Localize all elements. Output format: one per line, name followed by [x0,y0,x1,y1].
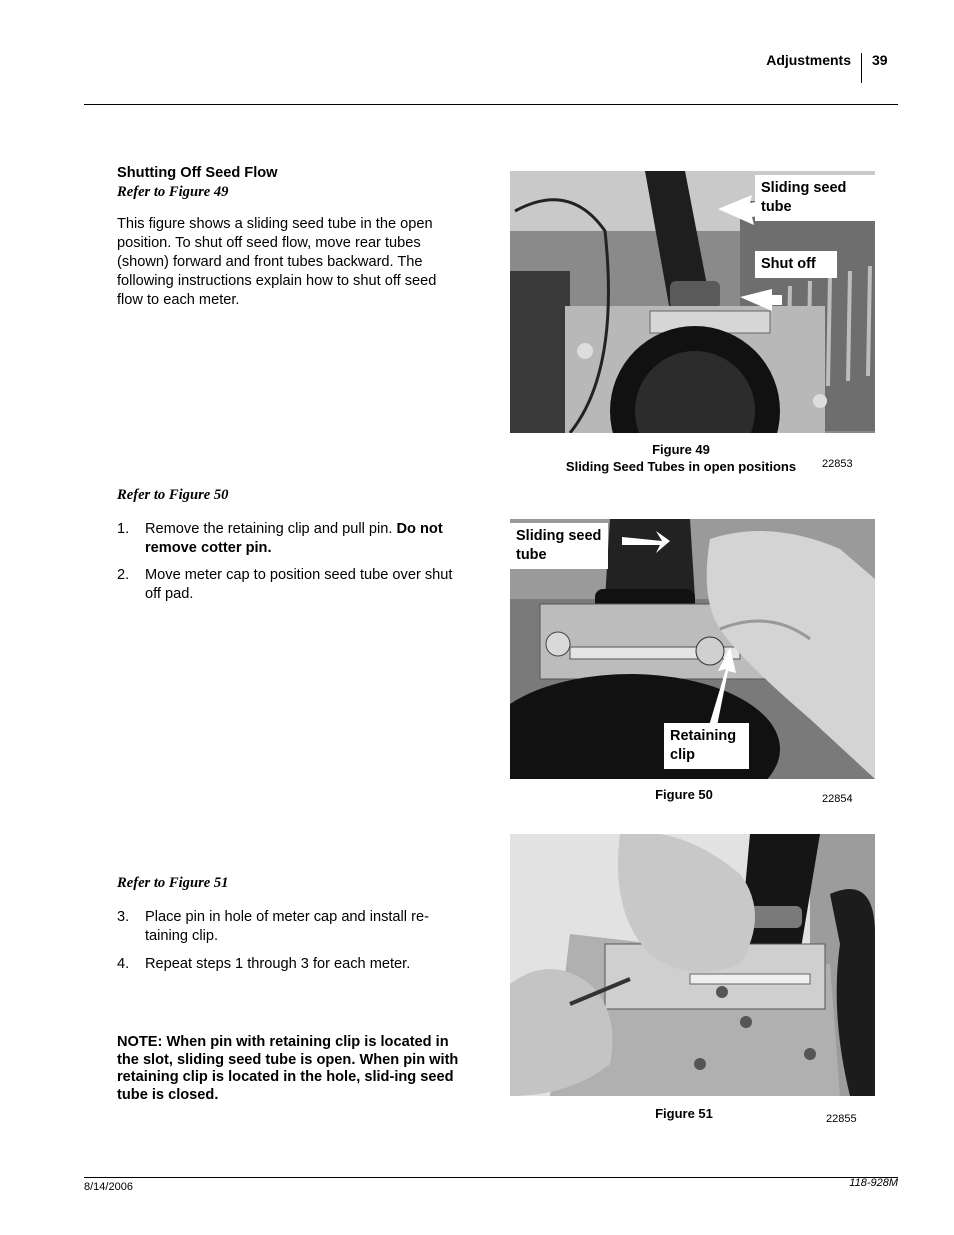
step-text: Move meter cap to position seed tube over shut off pad. [145,567,453,602]
figure-caption: Figure 51 [655,1106,713,1121]
figure-id: 22854 [822,793,853,805]
step-item [117,908,462,946]
figure-id: 22853 [822,458,853,470]
figure-subcaption: Sliding Seed Tubes in open positions [565,459,797,474]
figure-id: 22855 [826,1113,857,1125]
callout-label: Sliding seed tube [510,523,608,569]
shutoff-section [117,164,457,310]
footer-document-number: 118-928M [849,1177,898,1189]
step-item [117,566,462,604]
callout-label: Retaining clip [664,723,749,769]
section-heading: Shutting Off Seed Flow [117,165,278,181]
step-item [117,955,462,974]
step-number: 4. [117,956,130,972]
figure-reference: Refer to Figure 50 [117,487,229,503]
figure-51-photo [510,834,875,1096]
step-number: 2. [117,567,130,583]
page-number: 39 [872,52,888,68]
figure-50-photo [510,519,875,779]
step-text: Place pin in hole of meter cap and install re-taining clip. [145,909,429,944]
footer-rule [84,1177,898,1178]
callout-label: Sliding seed tube [755,175,875,221]
figure-caption: Figure 50 [655,787,713,802]
step-text: Remove the retaining clip and pull pin. [145,521,393,537]
figure-reference: Refer to Figure 49 [117,184,229,200]
footer-date: 8/14/2006 [84,1181,133,1193]
step-number: 3. [117,909,130,925]
header-separator [861,53,862,83]
section-title: Adjustments [766,52,851,68]
step-warning: Do not remove cotter pin. [145,521,443,556]
step-number: 1. [117,521,130,537]
figure-caption: Figure 49 [652,442,710,457]
intro-paragraph: This figure shows a sliding seed tube in the open position. To shut off seed flow, move rear tubes (shown) forward and front tubes backward. The following instructions explain how to shut off seed flow to each meter. [117,216,437,308]
callout-label: Shut off [755,251,837,278]
step-item [117,520,462,558]
figure-reference: Refer to Figure 51 [117,875,229,891]
step-text: Repeat steps 1 through 3 for each meter. [145,956,411,972]
figure-49-photo [510,171,875,433]
header-rule [84,104,898,105]
note-paragraph: NOTE: When pin with retaining clip is located in the slot, sliding seed tube is open. When pin with retaining clip is located in the hole, slid-ing seed tube is closed. [117,1034,459,1103]
